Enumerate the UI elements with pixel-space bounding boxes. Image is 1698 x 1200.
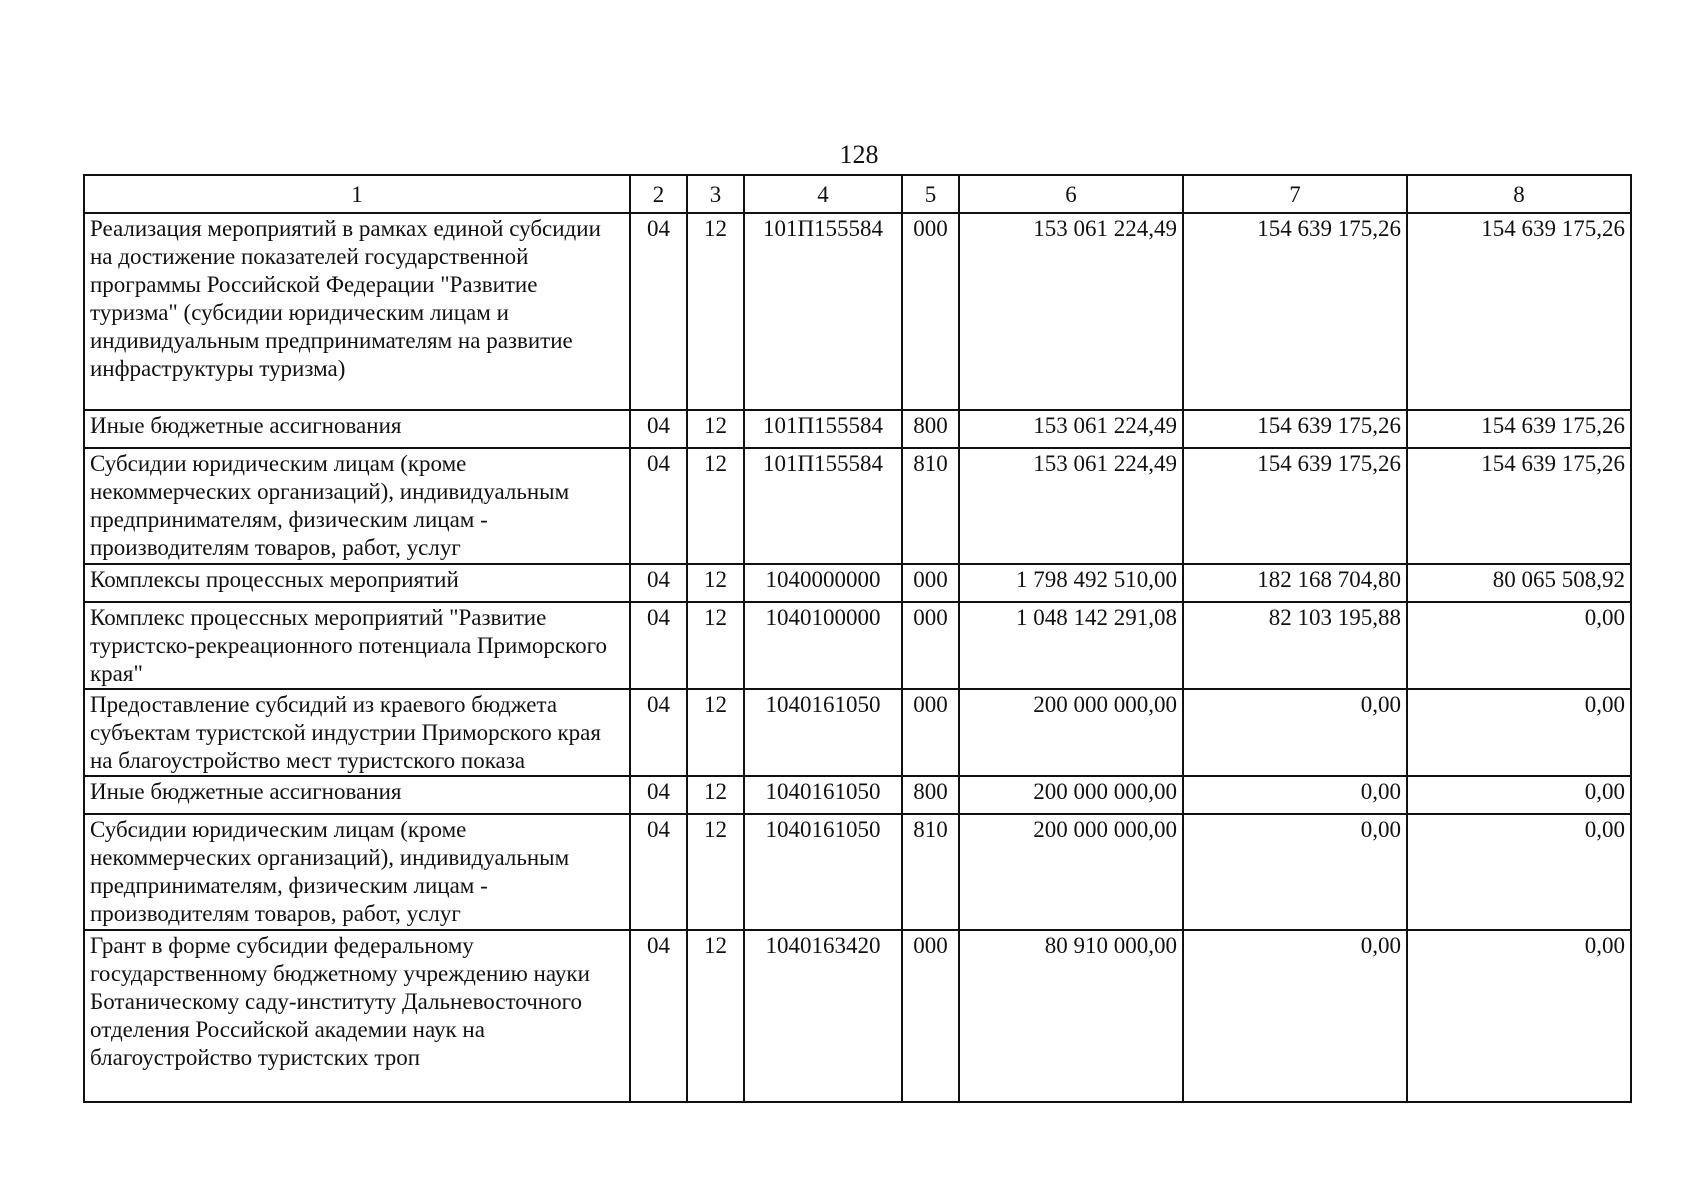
amount-col-7: 182 168 704,80 xyxy=(1183,564,1407,602)
column-header: 7 xyxy=(1183,175,1407,213)
section-code: 04 xyxy=(630,213,687,410)
budget-table xyxy=(83,174,1632,1103)
amount-col-6: 200 000 000,00 xyxy=(959,689,1183,776)
subsection-code: 12 xyxy=(687,689,744,776)
amount-col-8: 0,00 xyxy=(1407,814,1631,930)
amount-col-8: 154 639 175,26 xyxy=(1407,448,1631,564)
subsection-code: 12 xyxy=(687,448,744,564)
amount-col-6: 1 048 142 291,08 xyxy=(959,602,1183,689)
amount-col-7: 0,00 xyxy=(1183,776,1407,814)
table-row xyxy=(84,602,1631,689)
amount-col-7: 154 639 175,26 xyxy=(1183,410,1407,448)
expense-type-code: 800 xyxy=(902,410,959,448)
table-row xyxy=(84,448,1631,564)
row-name: Субсидии юридическим лицам (кроме некоммерческих организаций), индивидуальным предпринимателям, физическим лицам - производителям товаров, работ, услуг xyxy=(84,814,630,930)
amount-col-6: 153 061 224,49 xyxy=(959,213,1183,410)
row-name: Предоставление субсидий из краевого бюджета субъектам туристской индустрии Приморского края на благоустройство мест туристского показа xyxy=(84,689,630,776)
subsection-code: 12 xyxy=(687,776,744,814)
expense-type-code: 800 xyxy=(902,776,959,814)
section-code: 04 xyxy=(630,602,687,689)
amount-col-7: 0,00 xyxy=(1183,814,1407,930)
target-article-code: 1040161050 xyxy=(744,776,902,814)
subsection-code: 12 xyxy=(687,410,744,448)
target-article-code: 1040161050 xyxy=(744,689,902,776)
expense-type-code: 000 xyxy=(902,689,959,776)
subsection-code: 12 xyxy=(687,213,744,410)
amount-col-8: 154 639 175,26 xyxy=(1407,213,1631,410)
subsection-code: 12 xyxy=(687,564,744,602)
expense-type-code: 000 xyxy=(902,213,959,410)
row-name: Комплексы процессных мероприятий xyxy=(84,564,630,602)
amount-col-7: 0,00 xyxy=(1183,689,1407,776)
column-header: 4 xyxy=(744,175,902,213)
table-row xyxy=(84,410,1631,448)
amount-col-8: 154 639 175,26 xyxy=(1407,410,1631,448)
row-name: Реализация мероприятий в рамках единой субсидии на достижение показателей государственной программы Российской Федерации "Развитие туризма" (субсидии юридическим лицам и индивидуальным предпринимателям на развитие инфраструктуры туризма) xyxy=(84,213,630,410)
target-article-code: 101П155584 xyxy=(744,213,902,410)
expense-type-code: 000 xyxy=(902,930,959,1102)
row-name: Иные бюджетные ассигнования xyxy=(84,410,630,448)
amount-col-8: 0,00 xyxy=(1407,930,1631,1102)
row-name: Грант в форме субсидии федеральному государственному бюджетному учреждению науки Ботаническому саду-институту Дальневосточного отделения Российской академии наук на благоустройство туристских троп xyxy=(84,930,630,1102)
amount-col-8: 0,00 xyxy=(1407,689,1631,776)
column-header: 2 xyxy=(630,175,687,213)
amount-col-6: 153 061 224,49 xyxy=(959,448,1183,564)
page-number: 128 xyxy=(839,140,879,169)
amount-col-7: 154 639 175,26 xyxy=(1183,448,1407,564)
table-row xyxy=(84,689,1631,776)
subsection-code: 12 xyxy=(687,930,744,1102)
amount-col-8: 0,00 xyxy=(1407,602,1631,689)
section-code: 04 xyxy=(630,564,687,602)
target-article-code: 1040161050 xyxy=(744,814,902,930)
expense-type-code: 810 xyxy=(902,448,959,564)
amount-col-8: 80 065 508,92 xyxy=(1407,564,1631,602)
expense-type-code: 810 xyxy=(902,814,959,930)
header-row xyxy=(84,175,1631,213)
target-article-code: 1040000000 xyxy=(744,564,902,602)
subsection-code: 12 xyxy=(687,814,744,930)
section-code: 04 xyxy=(630,814,687,930)
target-article-code: 101П155584 xyxy=(744,448,902,564)
column-header: 1 xyxy=(84,175,630,213)
table-row xyxy=(84,213,1631,410)
section-code: 04 xyxy=(630,448,687,564)
amount-col-8: 0,00 xyxy=(1407,776,1631,814)
target-article-code: 1040100000 xyxy=(744,602,902,689)
amount-col-6: 153 061 224,49 xyxy=(959,410,1183,448)
section-code: 04 xyxy=(630,689,687,776)
target-article-code: 1040163420 xyxy=(744,930,902,1102)
amount-col-6: 1 798 492 510,00 xyxy=(959,564,1183,602)
amount-col-7: 0,00 xyxy=(1183,930,1407,1102)
column-header: 8 xyxy=(1407,175,1631,213)
section-code: 04 xyxy=(630,410,687,448)
section-code: 04 xyxy=(630,776,687,814)
table-row xyxy=(84,776,1631,814)
amount-col-6: 200 000 000,00 xyxy=(959,814,1183,930)
row-name: Субсидии юридическим лицам (кроме некоммерческих организаций), индивидуальным предпринимателям, физическим лицам - производителям товаров, работ, услуг xyxy=(84,448,630,564)
section-code: 04 xyxy=(630,930,687,1102)
amount-col-6: 200 000 000,00 xyxy=(959,776,1183,814)
target-article-code: 101П155584 xyxy=(744,410,902,448)
row-name: Иные бюджетные ассигнования xyxy=(84,776,630,814)
expense-type-code: 000 xyxy=(902,602,959,689)
table-row xyxy=(84,814,1631,930)
table-row xyxy=(84,930,1631,1102)
amount-col-6: 80 910 000,00 xyxy=(959,930,1183,1102)
column-header: 6 xyxy=(959,175,1183,213)
row-name: Комплекс процессных мероприятий "Развитие туристско-рекреационного потенциала Приморского края" xyxy=(84,602,630,689)
subsection-code: 12 xyxy=(687,602,744,689)
column-header: 5 xyxy=(902,175,959,213)
table-row xyxy=(84,564,1631,602)
amount-col-7: 82 103 195,88 xyxy=(1183,602,1407,689)
amount-col-7: 154 639 175,26 xyxy=(1183,213,1407,410)
expense-type-code: 000 xyxy=(902,564,959,602)
column-header: 3 xyxy=(687,175,744,213)
